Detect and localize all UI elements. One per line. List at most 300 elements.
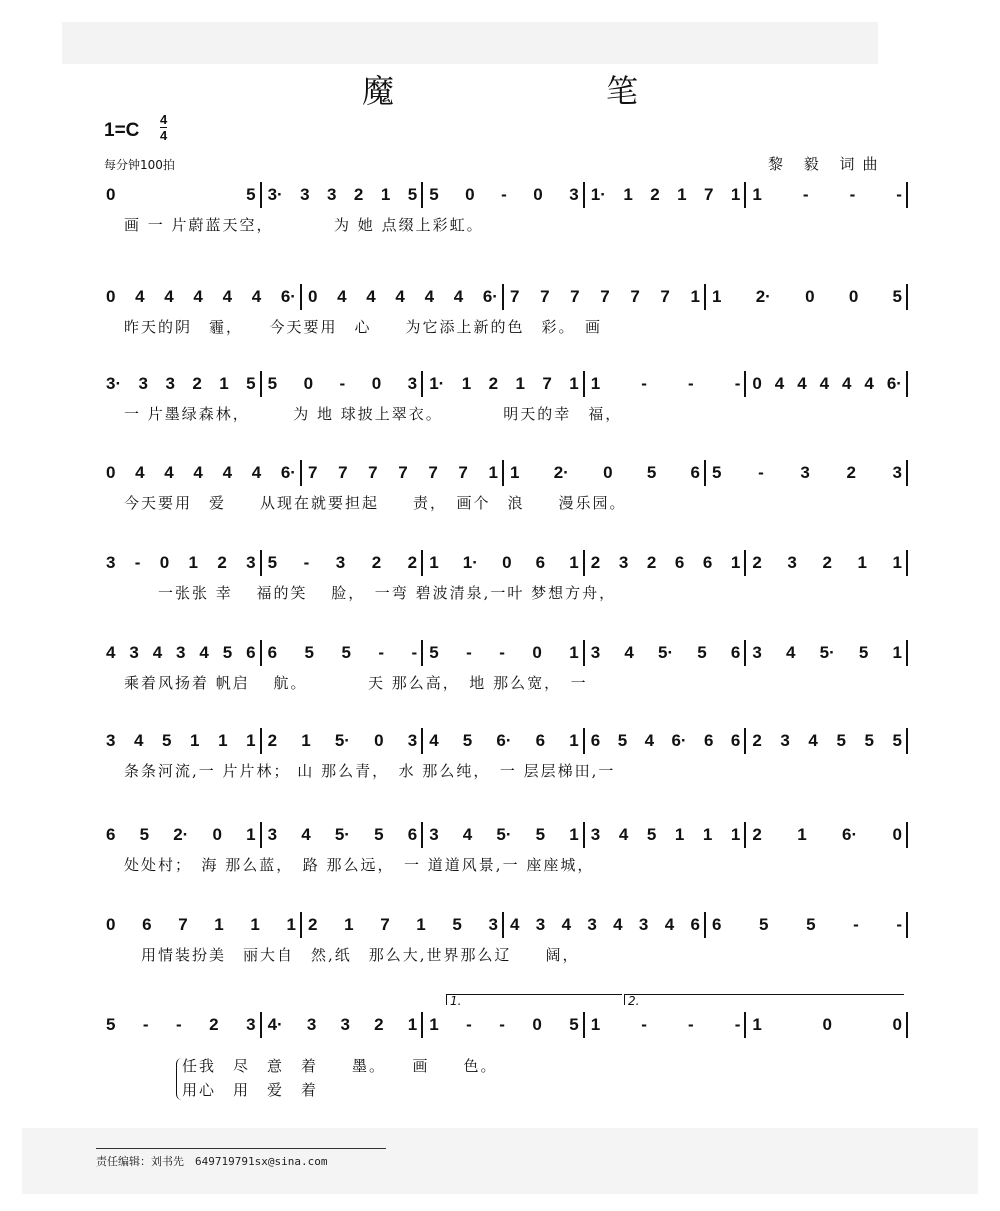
note: 0 bbox=[892, 1015, 902, 1034]
note: 5 bbox=[569, 1015, 579, 1034]
score-system bbox=[100, 908, 908, 968]
note: 5 bbox=[304, 643, 314, 662]
note: 6 bbox=[142, 915, 152, 934]
note: 5· bbox=[658, 643, 674, 662]
note: 4 bbox=[864, 374, 874, 393]
note: 1 bbox=[214, 915, 224, 934]
bar-line bbox=[906, 550, 908, 576]
note: 6 bbox=[712, 915, 722, 934]
note: 0 bbox=[106, 463, 116, 482]
note: - bbox=[466, 643, 472, 662]
measure bbox=[585, 546, 747, 580]
note: 4 bbox=[164, 287, 174, 306]
measure bbox=[262, 818, 424, 852]
note: 4 bbox=[251, 463, 262, 482]
note: 1 bbox=[730, 185, 741, 204]
measure bbox=[746, 636, 908, 670]
note: 6 bbox=[674, 553, 685, 572]
notation-line bbox=[100, 1008, 908, 1042]
note: 1 bbox=[188, 553, 199, 572]
note: 0 bbox=[892, 825, 902, 844]
note: - bbox=[142, 1015, 149, 1034]
note: 6· bbox=[886, 374, 902, 393]
note: 1 bbox=[730, 553, 741, 572]
composer-credit: 黎 毅 词曲 bbox=[768, 155, 886, 173]
note: 1· bbox=[590, 185, 606, 204]
note: 7 bbox=[338, 463, 348, 482]
note: 5 bbox=[617, 731, 628, 750]
note: 1· bbox=[462, 553, 478, 572]
note: 1 bbox=[752, 185, 762, 204]
note: 2 bbox=[752, 553, 762, 572]
measure bbox=[302, 280, 504, 314]
measure bbox=[262, 546, 424, 580]
note: 4 bbox=[222, 287, 233, 306]
note: 1 bbox=[246, 825, 256, 844]
note: 7 bbox=[368, 463, 378, 482]
note: 2 bbox=[752, 825, 762, 844]
measure bbox=[262, 724, 424, 758]
bar-line bbox=[906, 912, 908, 938]
note: - bbox=[339, 374, 346, 393]
bar-line bbox=[906, 728, 908, 754]
note: 7 bbox=[458, 463, 468, 482]
note: 5 bbox=[374, 825, 384, 844]
note: 4 bbox=[618, 825, 629, 844]
note: 1 bbox=[590, 374, 601, 393]
note: 3 bbox=[176, 643, 186, 662]
note: 3 bbox=[335, 553, 346, 572]
note: 4 bbox=[774, 374, 785, 393]
measure bbox=[746, 546, 908, 580]
note: 6 bbox=[535, 553, 546, 572]
notation-line bbox=[100, 724, 908, 758]
note: - bbox=[466, 1015, 472, 1034]
note: 3 bbox=[407, 374, 418, 393]
measure bbox=[100, 280, 302, 314]
note: 5 bbox=[267, 374, 278, 393]
note: 5 bbox=[892, 287, 902, 306]
note: 0 bbox=[371, 374, 382, 393]
note: 0 bbox=[532, 1015, 542, 1034]
note: 1 bbox=[380, 185, 391, 204]
note: 1 bbox=[702, 825, 713, 844]
lyric-line: 画 一 片蔚蓝天空， 为 她 点缀上彩虹。 bbox=[124, 216, 484, 234]
note: - bbox=[501, 185, 507, 204]
note: 1 bbox=[301, 731, 311, 750]
note: 4 bbox=[613, 915, 623, 934]
note: 1 bbox=[674, 825, 685, 844]
note: 3 bbox=[535, 915, 546, 934]
key-signature: 1=C bbox=[104, 120, 140, 141]
note: 2 bbox=[308, 915, 318, 934]
note: 0 bbox=[752, 374, 762, 393]
measure bbox=[423, 636, 585, 670]
note: 3 bbox=[892, 463, 902, 482]
note: 7 bbox=[510, 287, 520, 306]
note: 2· bbox=[173, 825, 189, 844]
note: 0 bbox=[159, 553, 170, 572]
note: 5 bbox=[341, 643, 351, 662]
measure bbox=[746, 724, 908, 758]
note: - bbox=[853, 915, 859, 934]
measure bbox=[423, 367, 585, 401]
measure bbox=[585, 724, 747, 758]
note: - bbox=[758, 463, 764, 482]
score-system bbox=[100, 724, 908, 784]
note: 6 bbox=[702, 553, 713, 572]
note: 1 bbox=[344, 915, 354, 934]
note: 6· bbox=[280, 287, 296, 306]
note: 3 bbox=[787, 553, 797, 572]
measure bbox=[100, 367, 262, 401]
note: 1 bbox=[730, 825, 741, 844]
note: 3 bbox=[800, 463, 810, 482]
note: 0 bbox=[465, 185, 475, 204]
note: 6 bbox=[246, 643, 256, 662]
note: 5 bbox=[162, 731, 172, 750]
note: 2 bbox=[488, 374, 499, 393]
measure bbox=[100, 546, 262, 580]
note: 3 bbox=[106, 731, 116, 750]
note: 6 bbox=[704, 731, 714, 750]
note: 5· bbox=[334, 731, 350, 750]
note: 1 bbox=[892, 643, 902, 662]
note: 4 bbox=[664, 915, 675, 934]
note: 0 bbox=[106, 915, 116, 934]
note: 3 bbox=[340, 1015, 350, 1034]
note: 4 bbox=[222, 463, 233, 482]
note: - bbox=[641, 1015, 647, 1034]
note: 5 bbox=[759, 915, 769, 934]
note: 4 bbox=[301, 825, 311, 844]
note: 6 bbox=[535, 731, 546, 750]
note: 0 bbox=[805, 287, 815, 306]
note: 7 bbox=[308, 463, 318, 482]
note: 4 bbox=[429, 731, 439, 750]
note: 7 bbox=[398, 463, 408, 482]
note: 1 bbox=[488, 463, 498, 482]
note: 4 bbox=[644, 731, 655, 750]
measure bbox=[746, 1008, 908, 1042]
measure bbox=[746, 178, 908, 212]
note: 0 bbox=[374, 731, 384, 750]
notation-line bbox=[100, 908, 908, 942]
note: - bbox=[896, 915, 902, 934]
score-system bbox=[100, 367, 908, 427]
bar-line bbox=[906, 1012, 908, 1038]
note: 2· bbox=[755, 287, 771, 306]
note: 3 bbox=[165, 374, 175, 393]
note: 0 bbox=[822, 1015, 832, 1034]
score-system bbox=[100, 178, 908, 238]
bar-line bbox=[906, 822, 908, 848]
measure bbox=[423, 818, 585, 852]
note: 7 bbox=[542, 374, 552, 393]
note: 4 bbox=[808, 731, 818, 750]
note: 5· bbox=[496, 825, 512, 844]
note: 3 bbox=[138, 374, 149, 393]
note: 6· bbox=[842, 825, 858, 844]
measure bbox=[100, 724, 262, 758]
note: 7 bbox=[428, 463, 438, 482]
note: 5 bbox=[858, 643, 869, 662]
note: 1 bbox=[246, 731, 256, 750]
note: 3· bbox=[267, 185, 283, 204]
note: - bbox=[688, 1015, 694, 1034]
note: 5 bbox=[246, 374, 256, 393]
note: 5 bbox=[106, 1015, 116, 1034]
note: 4 bbox=[819, 374, 830, 393]
measure bbox=[706, 908, 908, 942]
notation-line bbox=[100, 367, 908, 401]
note: - bbox=[802, 185, 809, 204]
measure bbox=[585, 818, 747, 852]
note: 1 bbox=[569, 553, 579, 572]
score-system bbox=[100, 280, 908, 340]
final-lyrics-line2: 用心 用 爱 着 bbox=[182, 1081, 319, 1099]
time-signature-top: 4 bbox=[160, 112, 168, 127]
note: - bbox=[688, 374, 694, 393]
note: 3 bbox=[407, 731, 418, 750]
note: 3 bbox=[618, 553, 629, 572]
note: 1 bbox=[590, 1015, 601, 1034]
note: 1 bbox=[510, 463, 520, 482]
note: 6 bbox=[407, 825, 418, 844]
note: 3 bbox=[246, 1015, 256, 1034]
measure bbox=[746, 818, 908, 852]
note: 6· bbox=[671, 731, 687, 750]
note: 4 bbox=[510, 915, 520, 934]
measure bbox=[100, 456, 302, 490]
note: 3 bbox=[752, 643, 762, 662]
lyric-line: 一 片墨绿森林， 为 地 球披上翠衣。 明天的幸 福， bbox=[124, 405, 623, 423]
note: 5 bbox=[429, 185, 439, 204]
note: 1 bbox=[569, 643, 579, 662]
note: 6· bbox=[496, 731, 512, 750]
volta-second: 2. bbox=[624, 994, 904, 1005]
note: 5 bbox=[712, 463, 722, 482]
note: 1 bbox=[429, 1015, 439, 1034]
measure bbox=[706, 280, 908, 314]
measure bbox=[262, 636, 424, 670]
song-title: 魔 笔 bbox=[361, 72, 728, 110]
note: 1 bbox=[407, 1015, 418, 1034]
note: 4 bbox=[786, 643, 796, 662]
note: 4 bbox=[797, 374, 807, 393]
note: 4 bbox=[453, 287, 464, 306]
note: 1 bbox=[286, 915, 296, 934]
note: 5 bbox=[462, 731, 473, 750]
note: 3 bbox=[569, 185, 579, 204]
note: 4 bbox=[134, 731, 144, 750]
note: 3 bbox=[129, 643, 139, 662]
bar-line bbox=[906, 640, 908, 666]
measure bbox=[302, 908, 504, 942]
note: 3 bbox=[488, 915, 498, 934]
bar-line bbox=[906, 182, 908, 208]
measure bbox=[262, 178, 424, 212]
note: 4 bbox=[106, 643, 116, 662]
note: 5 bbox=[429, 643, 439, 662]
note: - bbox=[734, 1015, 741, 1034]
note: 2 bbox=[209, 1015, 219, 1034]
note: 5 bbox=[407, 185, 418, 204]
note: 4· bbox=[267, 1015, 283, 1034]
measure bbox=[504, 908, 706, 942]
note: 0 bbox=[532, 643, 542, 662]
note: 6 bbox=[106, 825, 116, 844]
score-system bbox=[100, 546, 908, 606]
note: 5 bbox=[697, 643, 707, 662]
note: - bbox=[499, 643, 505, 662]
note: 5 bbox=[139, 825, 150, 844]
note: 1 bbox=[250, 915, 260, 934]
measure bbox=[423, 724, 585, 758]
note: 2· bbox=[553, 463, 569, 482]
measure bbox=[504, 456, 706, 490]
note: 0 bbox=[603, 463, 613, 482]
note: 1 bbox=[752, 1015, 762, 1034]
note: 6 bbox=[590, 731, 601, 750]
notation-line bbox=[100, 818, 908, 852]
lyric-line: 昨天的阴 霾， 今天要用 心 为它添上新的色 彩。 画 bbox=[124, 318, 603, 336]
note: 4 bbox=[164, 463, 174, 482]
note: 1 bbox=[219, 374, 229, 393]
note: 0 bbox=[848, 287, 859, 306]
note: 1 bbox=[569, 731, 579, 750]
lyric-line: 一张张 幸 福的笑 脸， 一弯 碧波清泉,一叶 梦想方舟， bbox=[124, 584, 617, 602]
note: 5 bbox=[222, 643, 233, 662]
lyric-line: 条条河流,一 片片林； 山 那么青， 水 那么纯， 一 层层梯田,一 bbox=[124, 762, 616, 780]
note: 2 bbox=[374, 1015, 384, 1034]
notation-line bbox=[100, 636, 908, 670]
note: 6 bbox=[690, 915, 700, 934]
measure bbox=[262, 1008, 424, 1042]
note: 5· bbox=[819, 643, 835, 662]
note: 5 bbox=[864, 731, 874, 750]
note: 1 bbox=[892, 553, 902, 572]
note: 1 bbox=[429, 553, 439, 572]
note: 4 bbox=[251, 287, 262, 306]
note: 1 bbox=[218, 731, 228, 750]
note: 1 bbox=[857, 553, 867, 572]
note: 4 bbox=[842, 374, 852, 393]
measure bbox=[746, 367, 908, 401]
note: 1 bbox=[515, 374, 525, 393]
notation-line bbox=[100, 546, 908, 580]
note: - bbox=[378, 643, 385, 662]
measure bbox=[504, 280, 706, 314]
measure bbox=[585, 1008, 747, 1042]
note: 4 bbox=[337, 287, 347, 306]
note: 7 bbox=[178, 915, 188, 934]
note: 5 bbox=[646, 825, 657, 844]
note: 7 bbox=[630, 287, 640, 306]
note: 2 bbox=[192, 374, 202, 393]
note: - bbox=[499, 1015, 505, 1034]
note: 2 bbox=[353, 185, 364, 204]
note: 4 bbox=[193, 287, 203, 306]
note: 4 bbox=[193, 463, 203, 482]
time-signature-bottom: 4 bbox=[160, 128, 168, 143]
note: 3 bbox=[246, 553, 256, 572]
note: 3 bbox=[327, 185, 337, 204]
note: 4 bbox=[462, 825, 473, 844]
measure bbox=[100, 1008, 262, 1042]
note: 4 bbox=[395, 287, 405, 306]
final-lyrics-line1: 任我 尽 意 着 墨。 画 色。 bbox=[182, 1057, 498, 1075]
note: 2 bbox=[217, 553, 227, 572]
note: 2 bbox=[371, 553, 382, 572]
lyric-line: 用情装扮美 丽大自 然,纸 那么大,世界那么辽 阔， bbox=[124, 946, 580, 964]
note: 5· bbox=[334, 825, 350, 844]
note: 2 bbox=[646, 553, 657, 572]
note: 4 bbox=[561, 915, 572, 934]
note: 7 bbox=[570, 287, 580, 306]
note: - bbox=[303, 553, 310, 572]
note: 0 bbox=[106, 185, 116, 204]
note: 6 bbox=[730, 643, 741, 662]
note: 1 bbox=[690, 287, 700, 306]
note: 3 bbox=[429, 825, 439, 844]
note: 5 bbox=[535, 825, 546, 844]
note: 2 bbox=[650, 185, 660, 204]
note: 0 bbox=[308, 287, 318, 306]
note: 6· bbox=[482, 287, 498, 306]
note: 5 bbox=[646, 463, 657, 482]
notation-line bbox=[100, 178, 908, 212]
note: - bbox=[641, 374, 647, 393]
note: 4 bbox=[152, 643, 163, 662]
header-band bbox=[62, 22, 878, 64]
note: 2 bbox=[590, 553, 601, 572]
score-system bbox=[100, 818, 908, 878]
tempo-marking: 每分钟100拍 bbox=[104, 158, 175, 172]
lyric-line: 处处村； 海 那么蓝， 路 那么远， 一 道道风景,一 座座城， bbox=[124, 856, 595, 874]
note: 7 bbox=[600, 287, 610, 306]
note: 1· bbox=[429, 374, 445, 393]
bar-line bbox=[906, 371, 908, 397]
score-system bbox=[100, 636, 908, 696]
note: 5 bbox=[806, 915, 816, 934]
note: 5 bbox=[452, 915, 462, 934]
note: 3 bbox=[106, 553, 116, 572]
note: 3 bbox=[638, 915, 649, 934]
measure bbox=[100, 636, 262, 670]
measure bbox=[423, 1008, 585, 1042]
note: 3 bbox=[267, 825, 278, 844]
measure bbox=[585, 178, 747, 212]
note: - bbox=[734, 374, 741, 393]
note: 1 bbox=[623, 185, 633, 204]
note: 2 bbox=[267, 731, 278, 750]
note: 6· bbox=[280, 463, 296, 482]
note: 1 bbox=[712, 287, 722, 306]
lyric-line: 乘着风扬着 帆启 航。 天 那么高， 地 那么宽， 一 bbox=[124, 674, 588, 692]
note: 1 bbox=[677, 185, 687, 204]
note: 0 bbox=[106, 287, 116, 306]
volta-first: 1. bbox=[446, 994, 622, 1005]
note: 0 bbox=[533, 185, 543, 204]
note: 5 bbox=[892, 731, 902, 750]
note: 7 bbox=[660, 287, 670, 306]
note: 4 bbox=[424, 287, 435, 306]
final-lyrics bbox=[182, 1054, 498, 1102]
note: - bbox=[176, 1015, 182, 1034]
note: 3 bbox=[780, 731, 790, 750]
lyric-line: 今天要用 爱 从现在就要担起 责， 画个 浪 漫乐园。 bbox=[124, 494, 627, 512]
